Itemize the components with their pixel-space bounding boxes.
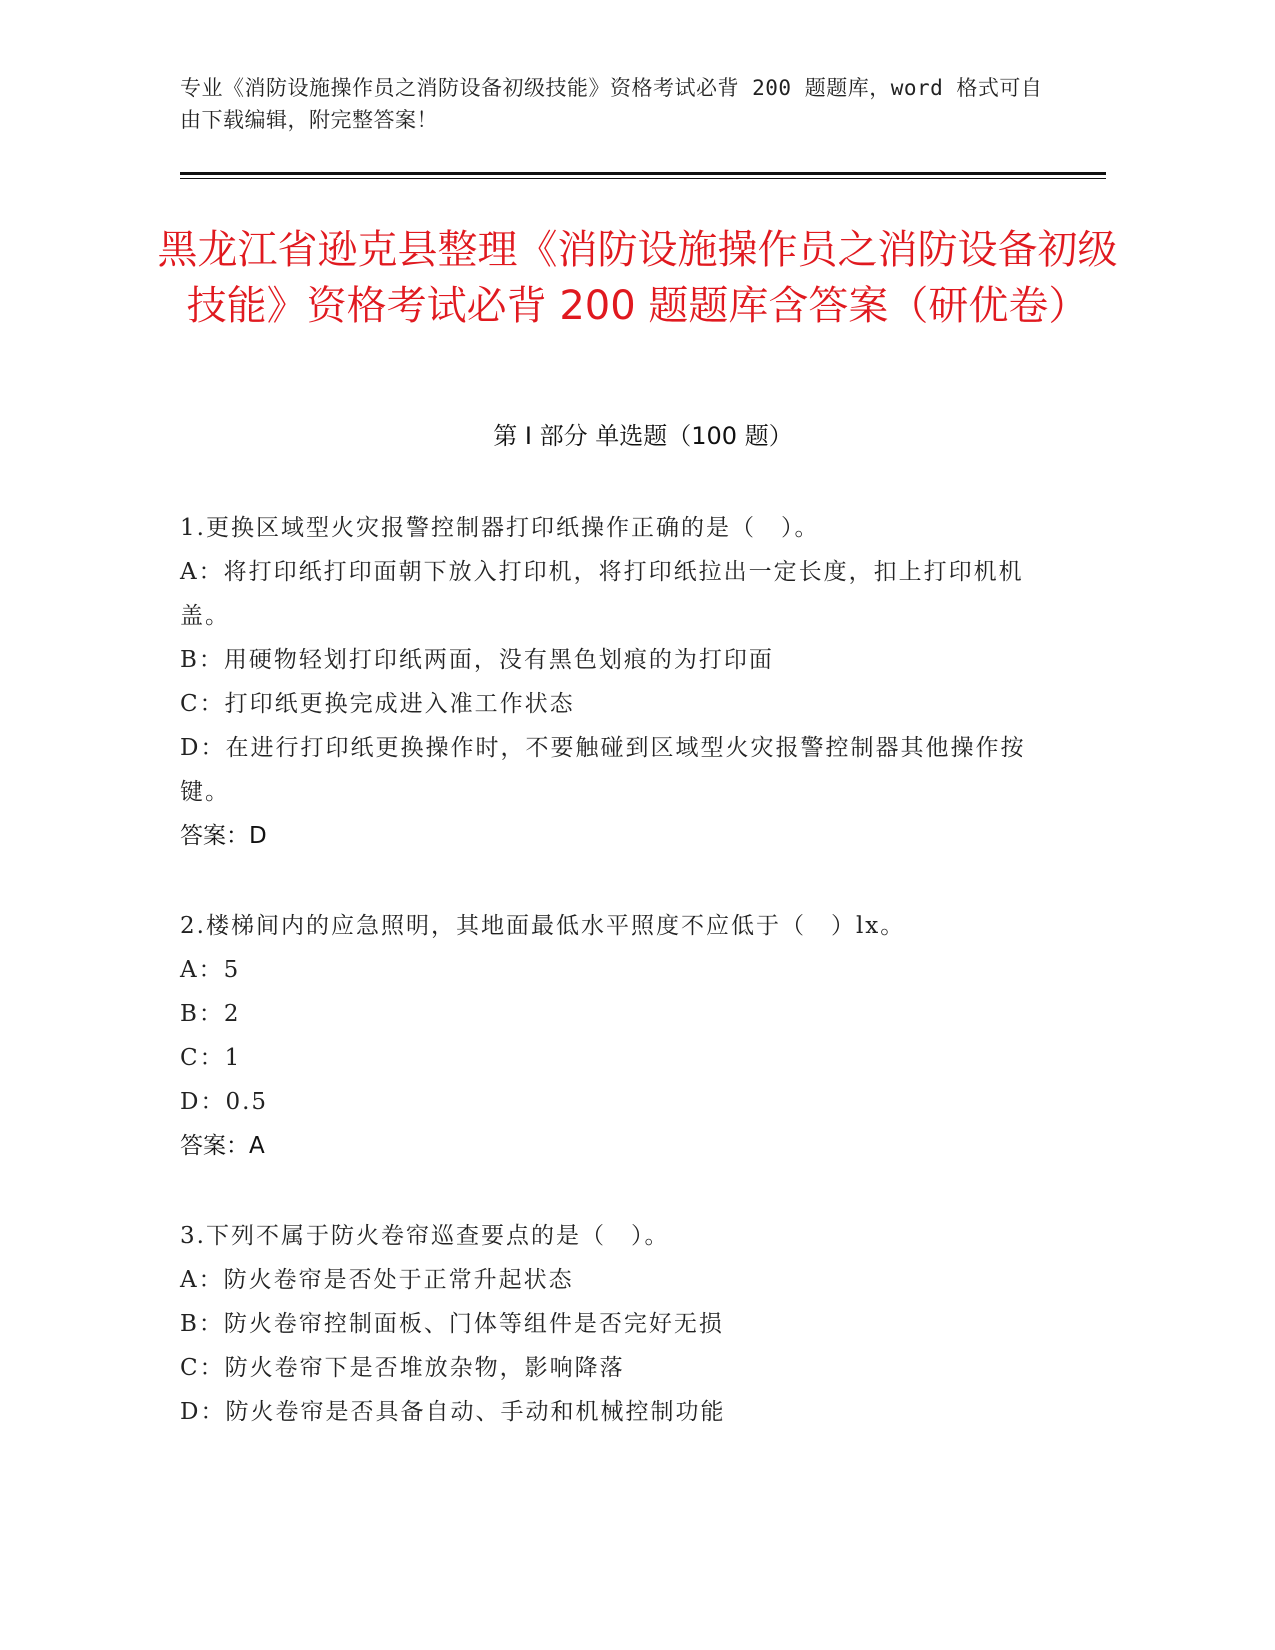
question-stem: 2.楼梯间内的应急照明，其地面最低水平照度不应低于（ ）lx。 — [180, 913, 906, 939]
question-3 — [180, 1214, 1040, 1434]
option-d: D：防火卷帘是否具备自动、手动和机械控制功能 — [180, 1399, 726, 1425]
header-note: 专业《消防设施操作员之消防设备初级技能》资格考试必背 200 题题库，word 格式可自由下载编辑，附完整答案！ — [180, 76, 1043, 132]
option-a: A：防火卷帘是否处于正常升起状态 — [180, 1267, 574, 1293]
question-1 — [180, 506, 1040, 858]
header-rule-thin — [180, 178, 1106, 179]
option-c: C：防火卷帘下是否堆放杂物，影响降落 — [180, 1355, 625, 1381]
option-c: C：1 — [180, 1045, 242, 1071]
question-2 — [180, 904, 1040, 1168]
question-stem: 3.下列不属于防火卷帘巡查要点的是（ ）。 — [180, 1223, 670, 1249]
option-c: C：打印纸更换完成进入准工作状态 — [180, 691, 575, 717]
document-title: 黑龙江省逊克县整理《消防设施操作员之消防设备初级技能》资格考试必背 200 题题库含答案（研优卷） — [157, 227, 1118, 329]
answer: 答案：A — [180, 1133, 265, 1159]
section-heading: 第 I 部分 单选题（100 题） — [493, 422, 793, 450]
option-d: D：0.5 — [180, 1089, 269, 1115]
option-b: B：2 — [180, 1001, 241, 1027]
option-a: A：将打印纸打印面朝下放入打印机，将打印纸拉出一定长度，扣上打印机机盖。 — [180, 559, 1024, 629]
option-a: A：5 — [180, 957, 241, 983]
question-list — [180, 506, 1040, 1480]
option-b: B：用硬物轻划打印纸两面，没有黑色划痕的为打印面 — [180, 647, 774, 673]
header-rule-thick — [180, 172, 1106, 175]
question-stem: 1.更换区域型火灾报警控制器打印纸操作正确的是（ ）。 — [180, 515, 820, 541]
option-b: B：防火卷帘控制面板、门体等组件是否完好无损 — [180, 1311, 724, 1337]
option-d: D：在进行打印纸更换操作时，不要触碰到区域型火灾报警控制器其他操作按键。 — [180, 735, 1026, 805]
answer: 答案：D — [180, 823, 267, 849]
